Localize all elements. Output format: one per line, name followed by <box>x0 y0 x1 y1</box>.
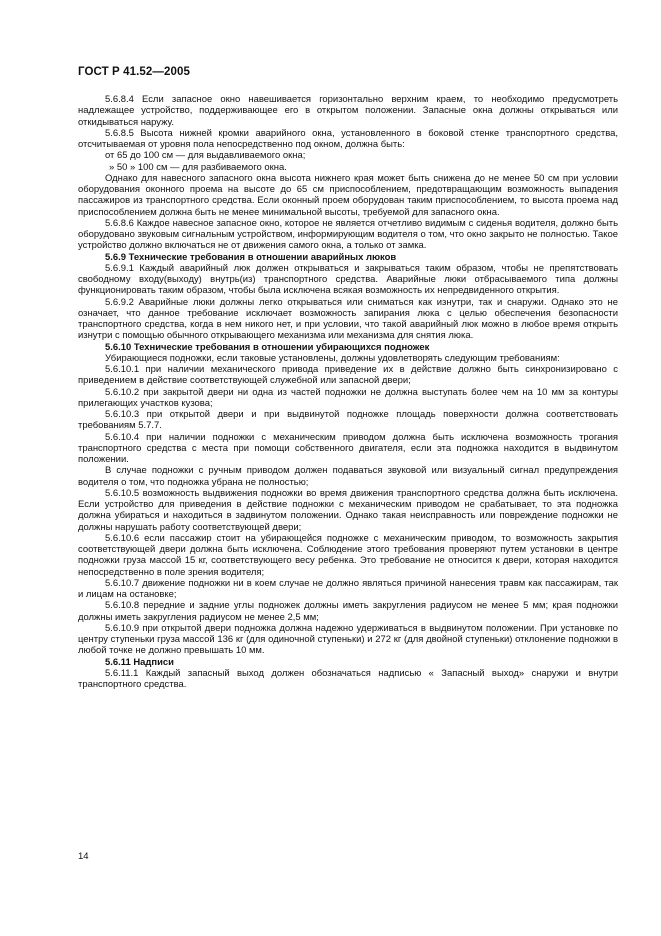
paragraph-5-6-10-9: 5.6.10.9 при открытой двери подножка должна надежно удерживаться в выдвинутом положении. При установке по центру ступеньки груза массой 136 кг (для одиночной ступеньки) и 272 кг (для двойной ступеньки) отклонение подножки в любой точке не должно превышать 10 мм. <box>78 622 618 657</box>
paragraph-5-6-10-5: 5.6.10.5 возможность выдвижения подножки во время движения транспортного средства должна быть исключена. Если устройство для приведения в действие подножки с механическим приводом не срабатывает, то эта подножка должна убираться и находиться в задвинутом положении. Однако такая неисправность или повреждение подножки не должны нарушать работу соответствующей двери; <box>78 487 618 533</box>
paragraph-hinged-window-note: Однако для навесного запасного окна высота нижнего края может быть снижена до не менее 50 см при условии оборудования оконного проема на высоте до 65 см приспособлением, предотвращающим возможность выпадения пассажиров из транспортного средства. Если оконный проем оборудован таким приспособлением, то высота проема над приспособлением должна быть не менее минимальной высоты, требуемой для запасного окна. <box>78 172 618 218</box>
page-number: 14 <box>78 851 89 862</box>
section-heading-5-6-9: 5.6.9 Технические требования в отношении аварийных люков <box>105 251 397 263</box>
section-heading-5-6-11: 5.6.11 Надписи <box>105 656 174 668</box>
document-header: ГОСТ Р 41.52—2005 <box>78 66 190 78</box>
paragraph-5-6-10-1: 5.6.10.1 при наличии механического привода приведение их в действие должно быть синхронизировано с приведением в действие соответствующей служебной или запасной двери; <box>78 364 618 387</box>
paragraph-5-6-8-5: 5.6.8.5 Высота нижней кромки аварийного окна, установленного в боковой стенке транспортного средства, отсчитываемая от уровня пола непосредственно под окном, должна быть: <box>78 127 618 150</box>
paragraph-5-6-10-6: 5.6.10.6 если пассажир стоит на убирающейся подножке с механическим приводом, то возможность закрытия соответствующей двери должна быть исключена. Соблюдение этого требования проверяют путем установки в центре подножки груза массой 15 кг, соответствующего весу ребенка. Это требование не относится к двери, которая находится непосредственно в поле зрения водителя; <box>78 532 618 578</box>
paragraph-5-6-10-8: 5.6.10.8 передние и задние углы подножек должны иметь закругления радиусом не менее 5 мм; края подножки должны иметь закругления радиусом не менее 2,5 мм; <box>78 600 618 623</box>
document-body <box>78 94 618 690</box>
paragraph-5-6-8-4: 5.6.8.4 Если запасное окно навешивается горизонтально верхним краем, то необходимо предусмотреть надлежащее устройство, поддерживающее его в открытом положении. Запасные окна должны открываться или откидываться наружу. <box>78 94 618 128</box>
paragraph-5-6-10-3: 5.6.10.3 при открытой двери и при выдвинутой подножке площадь поверхности должна соответствовать требованиям 5.7.7. <box>78 409 618 432</box>
height-item-push-out: от 65 до 100 см — для выдавливаемого окна; <box>105 150 306 162</box>
paragraph-5-6-8-6: 5.6.8.6 Каждое навесное запасное окно, которое не является отчетливо видимым с сиденья водителя, должно быть оборудовано звуковым сигнальным устройством, информирующим водителя о том, что окно закрыто не полностью. Такое устройство должно включаться не от движения самого окна, а только от замка. <box>78 217 618 252</box>
paragraph-5-6-9-1: 5.6.9.1 Каждый аварийный люк должен открываться и закрываться таким образом, чтобы не препятствовать свободному входу(выходу) внутрь(из) транспортного средства. Аварийные люки отбрасываемого типа должны функционировать таким образом, чтобы была исключена всякая возможность их непредвиденного открытия. <box>78 262 618 297</box>
height-item-breakable: » 50 » 100 см — для разбиваемого окна. <box>109 161 287 173</box>
paragraph-5-6-11-1: 5.6.11.1 Каждый запасный выход должен обозначаться надписью « Запасный выход» снаружи и внутри транспортного средства. <box>78 667 618 690</box>
paragraph-5-6-9-2: 5.6.9.2 Аварийные люки должны легко открываться или сниматься как изнутри, так и снаружи. Однако это не означает, что данное требование исключает возможность запирания люка с целью обеспечения безопасности транспортного средства, когда в нем никого нет, и при условии, что такой аварийный люк можно в любое время открыть изнутри с помощью обычного открывающего механизма или механизма для снятия люка. <box>78 296 618 342</box>
paragraph-5-6-10-4: 5.6.10.4 при наличии подножки с механическим приводом должна быть исключена возможность трогания транспортного средства с места при помощи собственного двигателя, если эта подножка находится в выдвинутом положении. <box>78 431 618 465</box>
paragraph-manual-step-note: В случае подножки с ручным приводом должен подаваться звуковой или визуальный сигнал предупреждения водителя о том, что подножка убрана не полностью; <box>78 465 618 488</box>
section-heading-5-6-10: 5.6.10 Технические требования в отношении убирающихся подножек <box>105 341 430 353</box>
paragraph-5-6-10-7: 5.6.10.7 движение подножки ни в коем случае не должно являться причиной нанесения травм как пассажирам, так и лицам на остановке; <box>78 577 618 600</box>
paragraph-5-6-10-2: 5.6.10.2 при закрытой двери ни одна из частей подножки не должна выступать более чем на 10 мм за контуры прилегающих участков кузова; <box>78 386 618 409</box>
paragraph-steps-intro: Убирающиеся подножки, если таковые установлены, должны удовлетворять следующим требованиям: <box>105 352 560 364</box>
